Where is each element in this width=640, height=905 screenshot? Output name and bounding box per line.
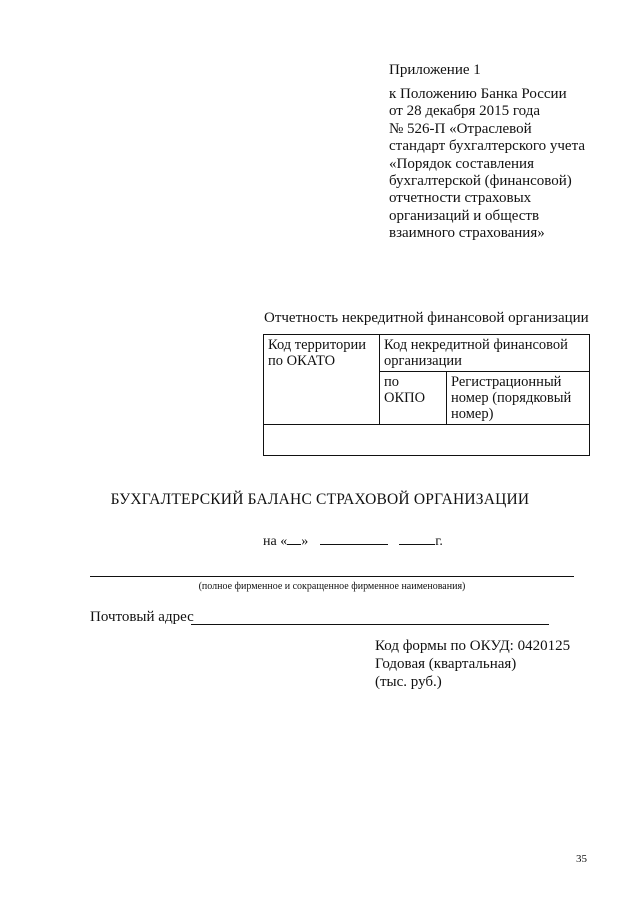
appendix-line: бухгалтерской (финансовой)	[389, 173, 572, 190]
report-date-line	[263, 532, 443, 550]
date-open-quote: «	[280, 534, 288, 549]
appendix-line: от 28 декабря 2015 года	[389, 103, 541, 120]
year-blank[interactable]	[399, 532, 435, 545]
month-blank[interactable]	[320, 532, 388, 545]
organization-name-line[interactable]	[90, 576, 574, 577]
organization-name-caption: (полное фирменное и сокращенное фирменное наименования)	[198, 581, 466, 592]
balance-title: БУХГАЛТЕРСКИЙ БАЛАНС СТРАХОВОЙ ОРГАНИЗАЦИИ	[110, 491, 530, 508]
codes-value-row[interactable]	[264, 425, 590, 456]
report-label: Отчетность некредитной финансовой организации	[264, 310, 589, 326]
appendix-line: к Положению Банка России	[389, 86, 567, 102]
appendix-line: организаций и обществ	[389, 207, 540, 224]
appendix-line: взаимного страхования»	[389, 225, 545, 242]
report-units: (тыс. руб.)	[375, 674, 442, 690]
appendix-reference	[389, 86, 619, 243]
appendix-line: «Порядок составления	[389, 155, 534, 172]
appendix-title: Приложение 1	[389, 62, 481, 78]
day-blank[interactable]	[287, 532, 301, 545]
report-period: Годовая (квартальная)	[375, 656, 517, 672]
codes-table	[263, 334, 590, 456]
okato-header: Код территории по ОКАТО	[264, 335, 380, 425]
org-code-header: Код некредитной финансовой организации	[380, 335, 590, 372]
appendix-line: № 526-П «Отраслевой	[389, 120, 532, 137]
appendix-line: отчетности страховых	[389, 190, 532, 207]
date-prefix: на	[263, 534, 277, 549]
page-number: 35	[576, 853, 587, 865]
okpo-header: по ОКПО	[380, 372, 447, 425]
postal-address-label: Почтовый адрес	[90, 609, 194, 625]
reg-number-header: Регистрационный номер (порядковый номер)	[447, 372, 590, 425]
date-close-quote: »	[301, 534, 309, 549]
form-info	[375, 637, 570, 691]
date-year-suffix: г.	[435, 534, 443, 549]
appendix-line: стандарт бухгалтерского учета	[389, 138, 585, 155]
postal-address-line[interactable]	[191, 624, 549, 625]
okud-code: Код формы по ОКУД: 0420125	[375, 638, 571, 654]
